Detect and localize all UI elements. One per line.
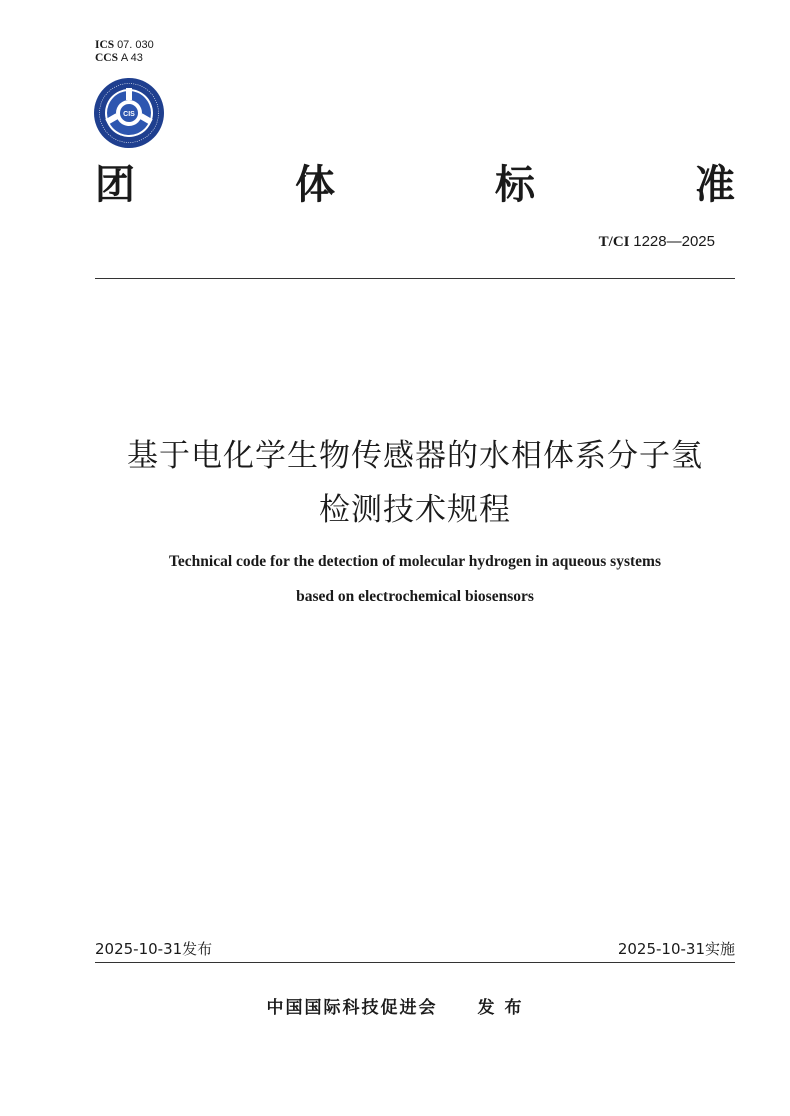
publisher-line <box>0 993 790 1018</box>
footer-divider <box>95 962 735 963</box>
logo-text: CIS <box>123 111 135 118</box>
ccs-code: CCS A 43 <box>95 52 143 64</box>
header-divider <box>95 278 735 279</box>
standard-number: T/CI 1228—2025 <box>598 233 715 250</box>
publish-date: 2025-10-31发布 <box>95 940 213 958</box>
title-zh-line-1: 基于电化学生物传感器的水相体系分子氢 <box>127 438 703 474</box>
implement-date: 2025-10-31实施 <box>617 940 735 958</box>
doc-type-char-1: 团 <box>95 162 135 208</box>
doc-type-char-2: 体 <box>295 162 335 208</box>
classification-codes <box>95 39 154 65</box>
organization-logo-icon <box>92 76 166 150</box>
publisher-name: 中国国际科技促进会 <box>266 998 438 1018</box>
ics-code: ICS 07. 030 <box>95 39 154 51</box>
title-en-line-1: Technical code for the detection of molecular hydrogen in aqueous systems <box>169 553 661 570</box>
title-zh-line-2: 检测技术规程 <box>319 492 511 528</box>
title-en-line-2: based on electrochemical biosensors <box>296 588 534 605</box>
publisher-action: 发 布 <box>477 998 524 1018</box>
document-type-heading <box>95 160 735 210</box>
doc-type-char-4: 准 <box>695 162 735 208</box>
doc-type-char-3: 标 <box>495 162 535 208</box>
